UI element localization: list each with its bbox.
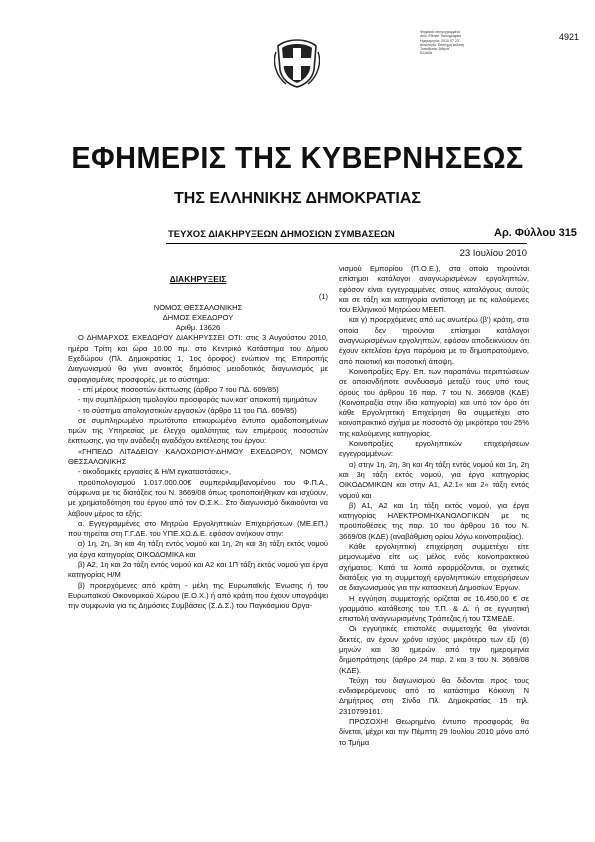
paragraph: ΠΡΟΣΟΧΗ! Θεωρημένο έντυπο προσφοράς θα δίνεται, μέχρι και την Πέμπτη 29 Ιουλίου 2010 μόνο από το Τμήμα [339, 717, 529, 747]
paragraph: Κάθε εργοληπτική επιχείρηση συμμετέχει είτε μεμονωμένα είτε ως μέλος ενός κοινοπρακτικού σχήματος. Κατά τα λοιπά εφαρμόζονται, οι σχετικές διατάξεις για τη συμμετοχή εργοληπτικών επιχειρήσεων σε διαγωνισμούς για την κατασκευή Δημοσίων Έργων. [339, 542, 529, 593]
paragraph: Οι εγγυητικές επιστολές συμμετοχής θα γίνονται δεκτές, αν έχουν χρόνο ισχύος μικρότερο των έξι (6) μηνών και 30 ημερών από την ημερομηνία δημοπράτησης (άρθρο 24 παρ. 2 και 3 του Ν. 3669/08 (ΚΔΕ). [339, 624, 529, 675]
sheet-number: Αρ. Φύλλου 315 [494, 227, 577, 239]
paragraph: β) Α1, Α2 και 1η τάξη εκτός νομού, για έργα κατηγορίας ΗΛΕΚΤΡΟΜΗΧΑΝΟΛΟΓΙΚΩΝ με τις προϋποθέσεις της παρ. 10 του άρθρου 16 του Ν. 3669/08 (ΚΔΕ) (αναβάθμιση ορίου λόγω κοινοπραξίας). [339, 500, 529, 541]
paragraph: Τεύχη του διαγωνισμού θα διδονται προς τους ενδιαφερόμενους από το κατάστημα Κόκκινη Ν Δημήτριος στη Σίνδο Πλ. Δημοκρατίας 15 τηλ. 2310799161. [339, 675, 529, 716]
signature-line: από: Εθνικό Τυπογραφείο [420, 34, 462, 39]
right-column [339, 264, 529, 748]
section-heading: ΔΙΑΚΗΡΥΞΕΙΣ [169, 274, 227, 284]
paragraph: Ο ΔΗΜΑΡΧΟΣ ΕΧΕΔΩΡΟΥ ΔΙΑΚΗΡΥΣΣΕΙ ΟΤΙ: στις 3 Αυγούστου 2010, ημέρα Τρίτη και ώρα 10.00 πμ. στο Κεντρικό Κατάστημα του Δήμου Εχεδώρου (Πλ. Δημοκρατίας 1, 1ος όροφος) ενώπιον της Επιτροπής Διαγωνισμού θα γίνει ανοικτός δημόσιος μειοδοτικός διαγωνισμός με σφραγισμένες προσφορές, με το σύστημα: [68, 333, 328, 384]
greek-coat-of-arms-icon [274, 38, 320, 88]
paragraph: νισμού Εμπορίου (Π.Ο.Ε.), στα οποία τηρούνται επίσημοι κατάλογοι αναγνωρισμένων εργοληπτών, εφόσον είναι εγγεγραμμένες στους καταλόγους αυτούς και σε τάξη και κατηγορία αντίστοιχη με τις καλούμενες του Ελληνικού Μητρώου ΜΕΕΠ. [339, 264, 529, 315]
paragraph: β) προερχόμενες από κράτη - μέλη της Ευρωπαϊκής Ένωσης ή του Ευρωπαϊκού Οικονομικού Χώρου (Ε.Ο.Χ.) ή από κράτη που έχουν υπογράψει την συμφωνία για τις Δημόσιες Συμβάσεις (Σ.Δ.Σ.) του Παγκόσμιου Οργα- [68, 580, 328, 611]
paragraph: - επί μέρους ποσοστών έκπτωσης (άρθρο 7 του ΠΔ. 609/85) [78, 384, 279, 394]
signature-line: Ελλάδα [420, 51, 433, 56]
signature-line: Ψηφιακά υπογεγραμμένο [420, 30, 461, 34]
paragraph: β) Α2, 1η και 2α τάξη εντός νομού και Α2 και 1Π τάξη εκτός νομού για έργα κατηγορίας Η/Μ [68, 560, 328, 580]
item-number: (1) [318, 292, 328, 302]
header-divider [166, 243, 527, 244]
paragraph: α) στην 1η, 2η, 3η και 4η τάξη εντός νομού και 1η, 2η και 3η τάξη εκτός νομού, για έργα κατηγορίας ΟΙΚΟΔΟΜΙΚΩΝ και στην Α1, Α2.1« και 2« τάξη εντός νομού και [339, 459, 529, 500]
signature-line: Αιτιολογία: Επίσημη έκδοση [420, 42, 465, 47]
signature-line: Τοποθεσία: Αθήνα [420, 47, 449, 52]
paragraph: «ΓΗΠΕΔΟ ΛΙΤΑΔΕΙΟΥ ΚΑΛΟΧΩΡΙΟΥ-ΔΗΜΟΥ ΕΧΕΔΩΡΟΥ, ΝΟΜΟΥ ΘΕΣΣΑΛΟΝΙΚΗΣ [68, 446, 328, 467]
protocol-number: Αριθμ. 13626 [175, 323, 221, 333]
signature-line: Ημερομηνία: 2010.07.23 [420, 38, 460, 43]
authority-prefecture: ΝΟΜΟΣ ΘΕΣΣΑΛΟΝΙΚΗΣ [153, 302, 243, 312]
paragraph: - οικοδομικές εργασίες & Η/Μ εγκαταστάσεις», [78, 467, 231, 477]
issue-date: 23 Ιουλίου 2010 [459, 248, 527, 259]
left-column [68, 264, 328, 612]
paragraph: προϋπολογισμού 1.017.000.00€ συμπεριλαμβανομένου του Φ.Π.Α., σύμφωνα με τις διατάξεις του Ν. 3669/08 όπως τροποποιήθηκαν και ισχύουν, με χρηματοδότηση του έργου από τον Ο.Σ.Κ.. Στο διαγωνισμό δικαιούνται να λάβουν μέρος τα εξής: [68, 477, 328, 518]
digital-signature-note [420, 30, 508, 56]
paragraph: - την συμπλήρωση τιμολογίου προσφοράς των κατ' αποκοπή τιμημάτων [78, 395, 317, 405]
paragraph: Κοινοπραξίες εργοληπτικών επιχειρήσεων εγγεγραμμένων: [339, 439, 529, 459]
paragraph: και γ) προερχόμενες από ως ανωτέρω (β') κράτη, στα οποία δεν τηρούνται επίσημοι κατάλογοι αναγνωρισμένων εργοληπτών, εφόσον αποδεικνύουν ότι έχουν εκτελέσει έργα παρόμοια με το δημοπρατούμενο, από ποιοτική και ποσοτική άποψη. [339, 315, 529, 366]
paragraph: α) 1η, 2η, 3η και 4η τάξη εντός νομού και 1η, 2η και 3η τάξη εκτός νομού για έργα κατηγορίας ΟΙΚΟΔΟΜΙΚΑ και [68, 539, 328, 559]
paragraph: σε συμπληρωμένο πρωτότυπο επικυρωμένο έντυπο ομαδοποιημένων τιμών της Υπηρεσίας με έλεγχο ομαλότητας των επιμέρους ποσοστών έκπτωσης, για την ανάδειξη αναδόχου εκτέλεσης του έργου: [68, 415, 328, 446]
gazette-subtitle: ΤΗΣ ΕΛΛΗΝΙΚΗΣ ΔΗΜΟΚΡΑΤΙΑΣ [174, 190, 421, 207]
paragraph: α. Εγγεγραμμένες στο Μητρώο Εργοληπτικών Επιχειρήσεων (ΜΕ.ΕΠ.) που τηρείται στη Γ.Γ.ΔΕ. του ΥΠΕ.ΧΩ.Δ.Ε. εφόσον ανήκουν στην: [68, 518, 328, 539]
paragraph: Κοινοπραξίες Εργ. Επ. των παραπάνω περιπτώσεων σε οποιονδήποτε συνδυασμό μεταξύ τους υπό τους όρους του άρθρου 16 παρ. 7 του Ν. 3669/08 (ΚΔΕ) (Κοινοπραξία στην ίδια κατηγορία) και υπό τον όρο ότι κάθε Εργοληπτική Επιχείρηση θα συμμετέχει στο κοινοπρακτικό σχήμα με ποσοστό όχι μικρότερο του 25% της καλούμενης κατηγορίας. [339, 366, 529, 438]
paragraph: Η εγγύηση συμμετοχής ορίζεται σε 16.450,00 € σε γραμμάτιο κατάθεσης του Τ.Π. & Δ. ή σε εγγυητική επιστολή αναγνωρισμένης Τράπεζας ή του ΤΣΜΕΔΕ. [339, 593, 529, 624]
paragraph: - το σύστημα απολογιστικών εργασιών (άρθρο 11 του ΠΔ. 609/85) [78, 405, 297, 415]
issue-label: ΤΕΥΧΟΣ ΔΙΑΚΗΡΥΞΕΩΝ ΔΗΜΟΣΙΩΝ ΣΥΜΒΑΣΕΩΝ [168, 229, 395, 240]
gazette-title: ΕΦΗΜΕΡΙΣ ΤΗΣ ΚΥΒΕΡΝΗΣΕΩΣ [71, 140, 524, 175]
page-number: 4921 [558, 32, 579, 42]
authority-municipality: ΔΗΜΟΣ ΕΧΕΔΩΡΟΥ [162, 312, 234, 322]
